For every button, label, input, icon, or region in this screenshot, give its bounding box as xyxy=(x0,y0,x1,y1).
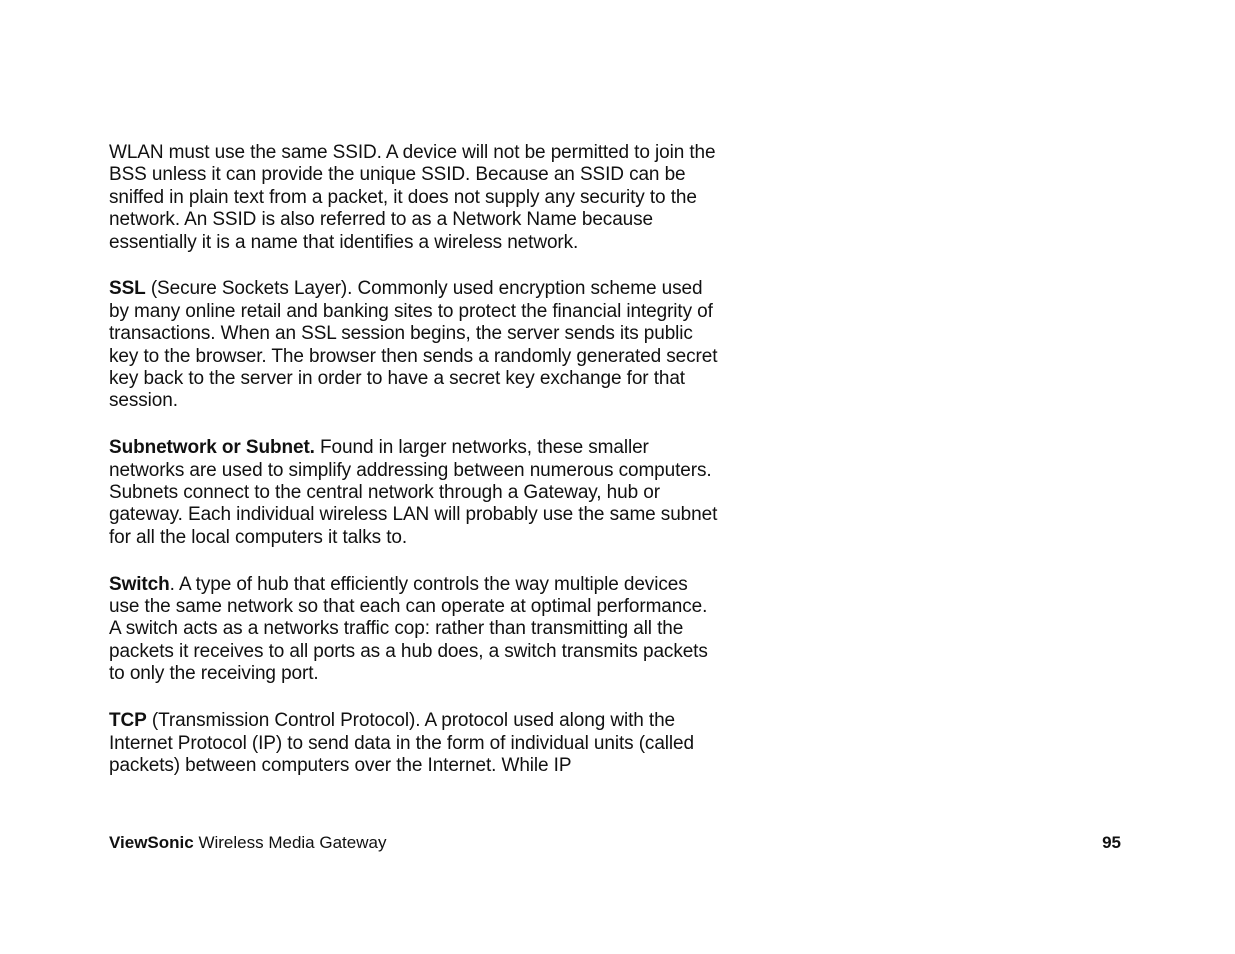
paragraph-ssl xyxy=(109,278,719,412)
glossary-term: TCP xyxy=(109,710,147,732)
footer-brand: ViewSonic xyxy=(109,833,194,852)
page-number: 95 xyxy=(1102,833,1121,852)
glossary-content xyxy=(109,142,719,802)
paragraph-subnet xyxy=(109,437,719,549)
footer-title xyxy=(109,833,386,853)
paragraph-text: WLAN must use the same SSID. A device will not be permitted to join the BSS unless it can provide the unique SSID. Because an SSID can be sniffed in plain text from a packet, it does not supply any security to the network. An SSID is also referred to as a Network Name because essentially it is a name that identifies a wireless network. xyxy=(109,142,716,253)
glossary-term: Switch xyxy=(109,573,170,595)
paragraph-tcp xyxy=(109,710,719,777)
paragraph-ssid-continued xyxy=(109,142,719,254)
paragraph-text: . A type of hub that efficiently controls the way multiple devices use the same network so that each can operate at optimal performance. A switch acts as a networks traffic cop: rather than transmitting all the packets it receives to all ports as a hub does, a switch transmits packets to only the receiving port. xyxy=(109,573,708,685)
page-footer xyxy=(109,833,1121,853)
paragraph-text: (Transmission Control Protocol). A protocol used along with the Internet Protocol (IP) to send data in the form of individual units (called packets) between computers over the Internet. While IP xyxy=(109,710,694,776)
paragraph-text: (Secure Sockets Layer). Commonly used encryption scheme used by many online retail and banking sites to protect the financial integrity of transactions. When an SSL session begins, the server sends its public key to the browser. The browser then sends a randomly generated secret key back to the server in order to have a secret key exchange for that session. xyxy=(109,278,718,412)
paragraph-switch xyxy=(109,574,719,686)
paragraph-text: Found in larger networks, these smaller networks are used to simplify addressing between numerous computers. Subnets connect to the central network through a Gateway, hub or gateway. Each individual wireless LAN will probably use the same subnet for all the local computers it talks to. xyxy=(109,437,718,548)
glossary-term: SSL xyxy=(109,278,146,300)
footer-product: Wireless Media Gateway xyxy=(193,833,387,852)
glossary-term: Subnetwork or Subnet. xyxy=(109,437,315,459)
